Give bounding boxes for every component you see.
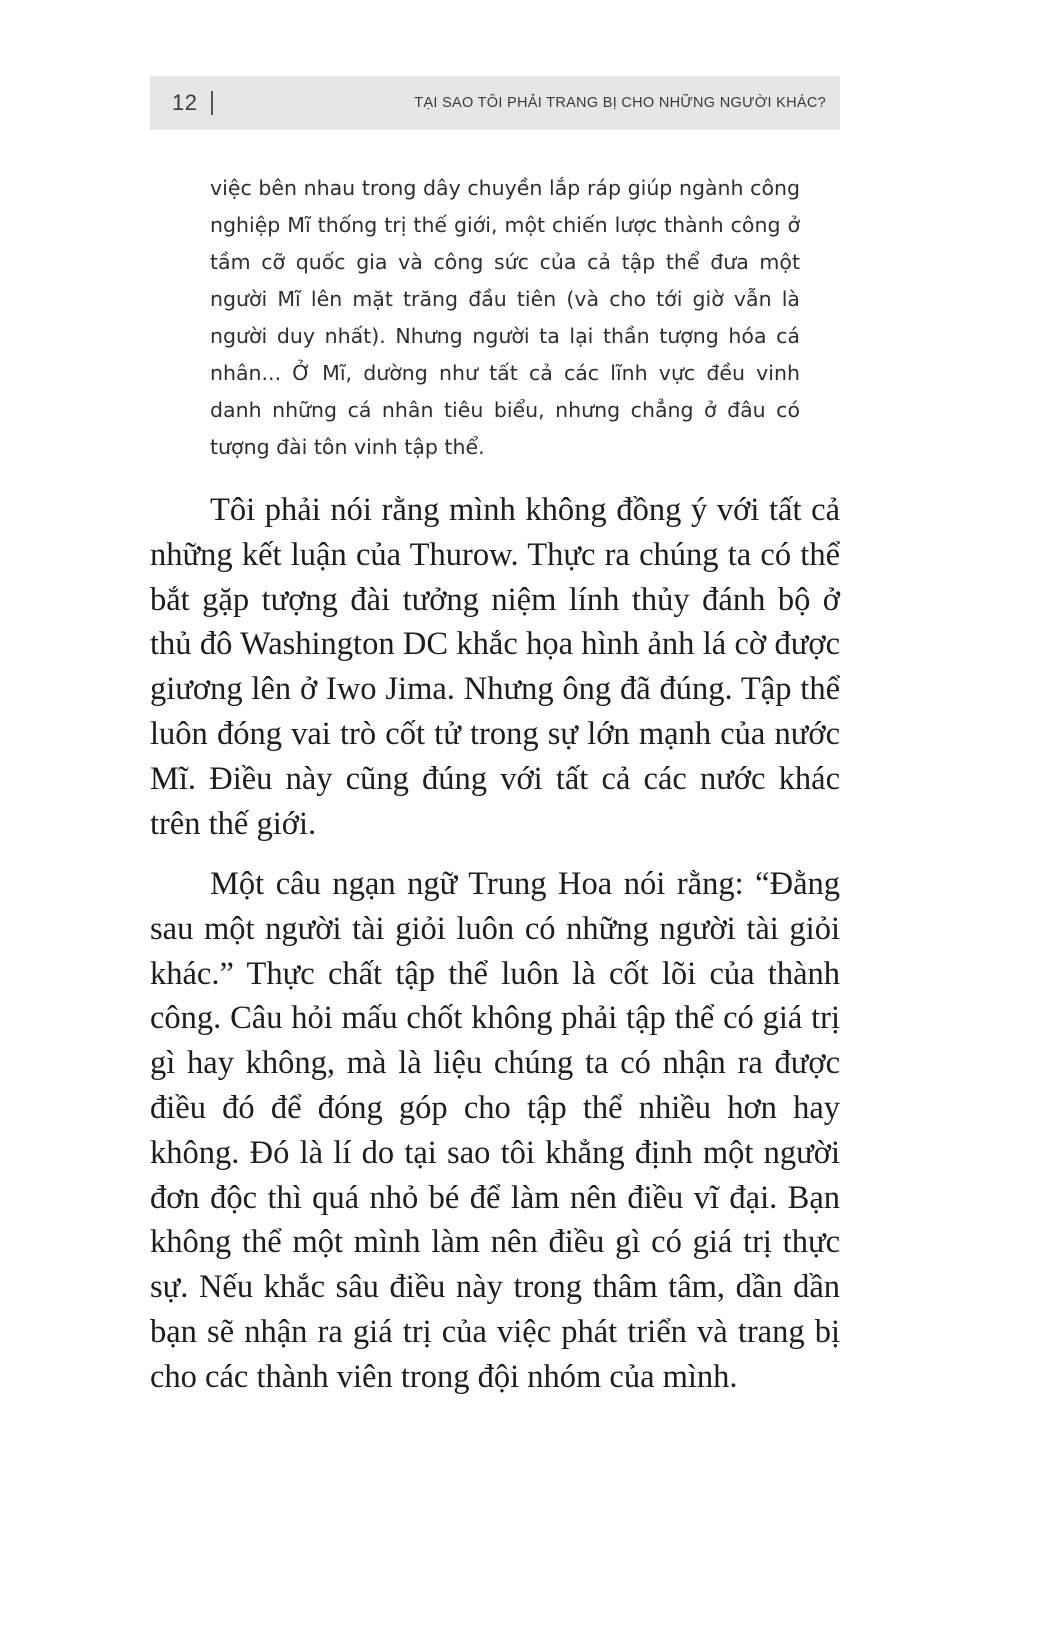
header-divider [211,91,213,115]
body-paragraph-2: Một câu ngạn ngữ Trung Hoa nói rằng: “Đằng sau một người tài giỏi luôn có những người tài giỏi khác.” Thực chất tập thể luôn là cốt lõi của thành công. Câu hỏi mấu chốt không phải tập thể có giá trị gì hay không, mà là liệu chúng ta có nhận ra được điều đó để đóng góp cho tập thể nhiều hơn hay không. Đó là lí do tại sao tôi khẳng định một người đơn độc thì quá nhỏ bé để làm nên điều vĩ đại. Bạn không thể một mình làm nên điều gì có giá trị thực sự. Nếu khắc sâu điều này trong thâm tâm, dần dần bạn sẽ nhận ra giá trị của việc phát triển và trang bị cho các thành viên trong đội nhóm của mình. [150,866,840,1395]
body-paragraph-1: Tôi phải nói rằng mình không đồng ý với tất cả những kết luận của Thurow. Thực ra chúng ta có thể bắt gặp tượng đài tưởng niệm lính thủy đánh bộ ở thủ đô Washington DC khắc họa hình ảnh lá cờ được giương lên ở Iwo Jima. Nhưng ông đã đúng. Tập thể luôn đóng vai trò cốt tử trong sự lớn mạnh của nước Mĩ. Điều này cũng đúng với tất cả các nước khác trên thế giới. [150,492,840,842]
quoted-passage: việc bên nhau trong dây chuyền lắp ráp giúp ngành công nghiệp Mĩ thống trị thế giới, một chiến lược thành công ở tầm cỡ quốc gia và công sức của cả tập thể đưa một người Mĩ lên mặt trăng đầu tiên (và cho tới giờ vẫn là người duy nhất). Nhưng người ta lại thần tượng hóa cá nhân... Ở Mĩ, dường như tất cả các lĩnh vực đều vinh danh những cá nhân tiêu biểu, nhưng chẳng ở đâu có tượng đài tôn vinh tập thể. [210,176,800,459]
running-header [150,76,840,130]
page-number: 12 [172,90,198,115]
chapter-title: TẠI SAO TÔI PHẢI TRANG BỊ CHO NHỮNG NGƯỜI KHÁC? [414,95,826,111]
